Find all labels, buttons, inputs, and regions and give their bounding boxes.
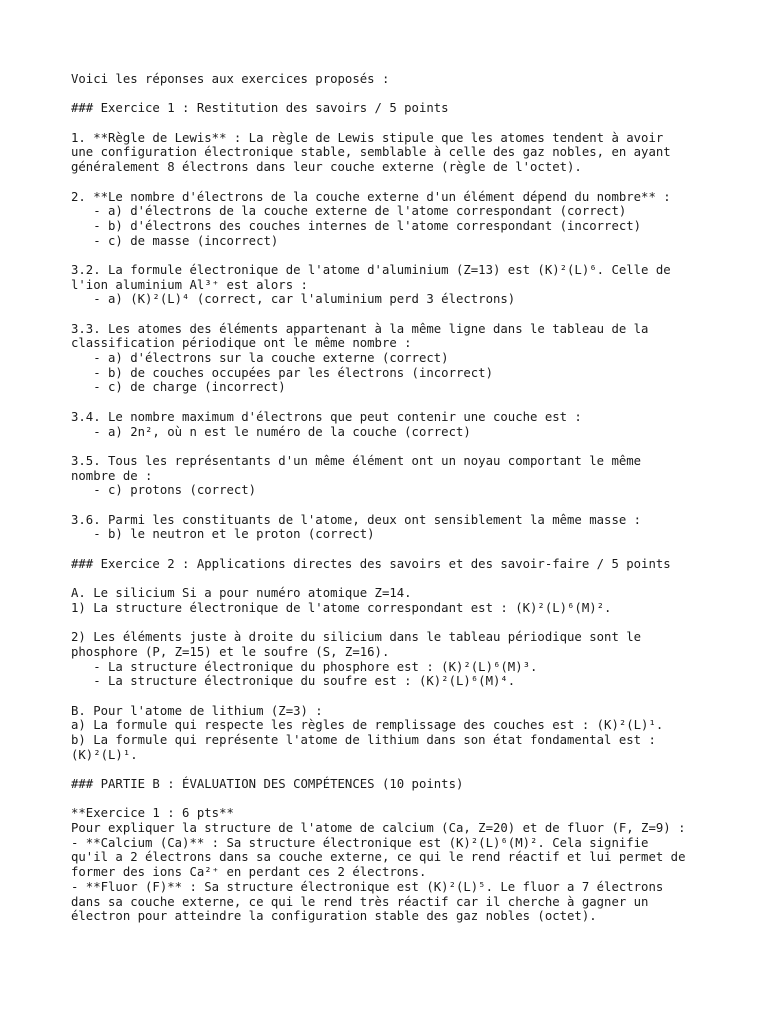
text-line: nombre de :	[71, 468, 153, 483]
text-line: l'ion aluminium Al³⁺ est alors :	[71, 277, 308, 292]
text-line: - **Fluor (F)** : Sa structure électronique est (K)²(L)⁵. Le fluor a 7 électrons	[71, 879, 664, 894]
text-line: 1. **Règle de Lewis** : La règle de Lewis stipule que les atomes tendent à avoir	[71, 130, 664, 145]
text-line: dans sa couche externe, ce qui le rend très réactif car il cherche à gagner un	[71, 894, 649, 909]
text-line: B. Pour l'atome de lithium (Z=3) :	[71, 703, 323, 718]
blank-line	[71, 87, 761, 102]
text-line: Voici les réponses aux exercices proposés :	[71, 72, 390, 86]
blank-line	[71, 248, 761, 263]
text-line: - b) le neutron et le proton (correct)	[71, 527, 375, 542]
text-line: - a) (K)²(L)⁴ (correct, car l'aluminium perd 3 électrons)	[71, 292, 516, 307]
text-line: - b) d'électrons des couches internes de l'atome correspondant (incorrect)	[71, 218, 642, 233]
text-line: qu'il a 2 électrons dans sa couche externe, ce qui le rend réactif et lui permet de	[71, 850, 686, 865]
blank-line	[71, 792, 761, 807]
blank-line	[71, 439, 761, 454]
text-line: **Exercice 1 : 6 pts**	[71, 806, 234, 821]
text-line: - a) 2n², où n est le numéro de la couche (correct)	[71, 424, 471, 439]
text-line: Pour expliquer la structure de l'atome de calcium (Ca, Z=20) et de fluor (F, Z=9) :	[71, 821, 686, 836]
blank-line	[71, 498, 761, 513]
blank-line	[71, 307, 761, 322]
blank-line	[71, 175, 761, 190]
text-line: a) La formule qui respecte les règles de remplissage des couches est : (K)²(L)¹.	[71, 718, 664, 733]
blank-line	[71, 615, 761, 630]
text-line: b) La formule qui représente l'atome de lithium dans son état fondamental est :	[71, 732, 656, 747]
blank-line	[71, 395, 761, 410]
text-line: ### PARTIE B : ÉVALUATION DES COMPÉTENCES (10 points)	[71, 777, 464, 791]
blank-line	[71, 762, 761, 777]
text-line: - a) d'électrons sur la couche externe (correct)	[71, 351, 449, 366]
text-line: classification périodique ont le même nombre :	[71, 336, 412, 351]
text-line: généralement 8 électrons dans leur couche externe (règle de l'octet).	[71, 160, 582, 175]
blank-line	[71, 571, 761, 586]
text-line: 3.6. Parmi les constituants de l'atome, deux ont sensiblement la même masse :	[71, 512, 642, 527]
text-line: une configuration électronique stable, semblable à celle des gaz nobles, en ayant	[71, 145, 671, 160]
blank-line	[71, 689, 761, 704]
text-line: 3.2. La formule électronique de l'atome d'aluminium (Z=13) est (K)²(L)⁶. Celle de	[71, 262, 671, 277]
text-line: - **Calcium (Ca)** : Sa structure électronique est (K)²(L)⁶(M)². Cela signifie	[71, 835, 649, 850]
text-line: - La structure électronique du soufre est : (K)²(L)⁶(M)⁴.	[71, 674, 516, 689]
text-line: phosphore (P, Z=15) et le soufre (S, Z=16).	[71, 644, 390, 659]
text-line: 2. **Le nombre d'électrons de la couche externe d'un élément dépend du nombre** :	[71, 189, 671, 204]
text-line: - La structure électronique du phosphore est : (K)²(L)⁶(M)³.	[71, 659, 538, 674]
text-line: (K)²(L)¹.	[71, 747, 138, 762]
text-line: 3.3. Les atomes des éléments appartenant à la même ligne dans le tableau de la	[71, 321, 649, 336]
text-line: former des ions Ca²⁺ en perdant ces 2 électrons.	[71, 865, 427, 880]
text-line: ### Exercice 2 : Applications directes des savoirs et des savoir-faire / 5 points	[71, 556, 671, 571]
text-line: A. Le silicium Si a pour numéro atomique Z=14.	[71, 586, 412, 601]
text-line: - c) de masse (incorrect)	[71, 233, 279, 248]
text-line: - b) de couches occupées par les électrons (incorrect)	[71, 365, 493, 380]
text-line: - c) protons (correct)	[71, 483, 257, 498]
text-line: 1) La structure électronique de l'atome correspondant est : (K)²(L)⁶(M)².	[71, 600, 612, 615]
text-line: - a) d'électrons de la couche externe de l'atome correspondant (correct)	[71, 204, 627, 219]
text-line: - c) de charge (incorrect)	[71, 380, 286, 395]
text-line: 3.5. Tous les représentants d'un même élément ont un noyau comportant le même	[71, 453, 642, 468]
document-body	[71, 72, 761, 924]
text-line: ### Exercice 1 : Restitution des savoirs / 5 points	[71, 101, 449, 116]
blank-line	[71, 116, 761, 131]
text-line: 3.4. Le nombre maximum d'électrons que peut contenir une couche est :	[71, 409, 582, 424]
text-line: 2) Les éléments juste à droite du silicium dans le tableau périodique sont le	[71, 630, 642, 645]
blank-line	[71, 542, 761, 557]
text-line: électron pour atteindre la configuration stable des gaz nobles (octet).	[71, 909, 597, 924]
